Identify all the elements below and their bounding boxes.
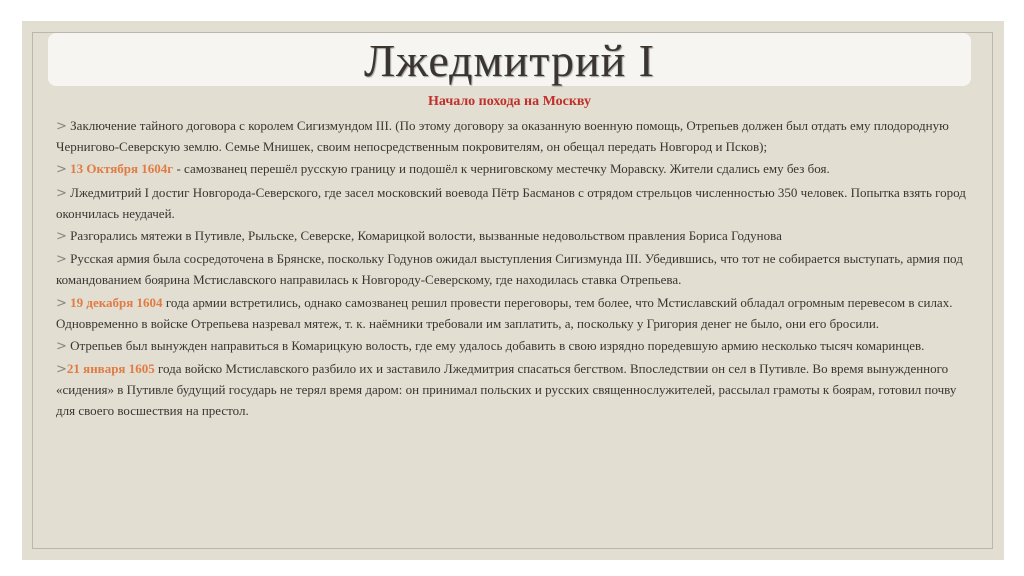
paragraph bbox=[56, 183, 966, 224]
paragraph bbox=[56, 359, 966, 421]
paragraph bbox=[56, 336, 966, 357]
arrow-bullet-icon: > bbox=[56, 295, 67, 311]
arrow-bullet-icon: > bbox=[56, 252, 67, 268]
paragraph bbox=[56, 293, 966, 334]
date-highlight: 21 января 1605 bbox=[66, 361, 155, 377]
paragraph bbox=[56, 226, 966, 247]
paragraph-text: года войско Мстиславского разбило их и заставило Лжедмитрия спасаться бегством. Впоследствии он сел в Путивле. Во время вынужденного «сидения» в Путивле будущий государь не терял время даром: он принимал польских и русских священнослужителей, рассылал грамоты к боярам, готовил почву для своего восшествия на престол. bbox=[56, 361, 957, 418]
arrow-bullet-icon: > bbox=[56, 229, 67, 245]
date-highlight: 13 Октября 1604г bbox=[66, 161, 174, 177]
paragraph-text: Русская армия была сосредоточена в Брянске, поскольку Годунов ожидал выступления Сигизмунда III. Убедившись, что тот не собирается выступать, армия под командованием боярина Мстиславского направилась к Новгороду-Северскому, где находилась ставка Отрепьева. bbox=[56, 251, 963, 288]
paragraph bbox=[56, 116, 966, 157]
arrow-bullet-icon: > bbox=[56, 185, 67, 201]
arrow-bullet-icon: > bbox=[56, 339, 67, 355]
paragraph-text: года армии встретились, однако самозванец решил провести переговоры, тем более, что Мстиславский обладал огромным перевесом в силах. Одновременно в войске Отрепьева назревал мятеж, т. к. наёмники требовали им заплатить, а, поскольку у Григория денег не было, они его бросили. bbox=[56, 294, 953, 331]
paragraph bbox=[56, 249, 966, 290]
paragraph-text: Заключение тайного договора с королем Сигизмундом III. (По этому договору за оказанную военную помощь, Отрепьев должен был отдать ему плодородную Чернигово-Северскую землю. Семье Мнишек, своим непосредственным покровителям, он обещал передать Новгород и Псков); bbox=[56, 118, 949, 155]
arrow-bullet-icon: > bbox=[56, 362, 67, 378]
paragraph-text: - самозванец перешёл русскую границу и подошёл к черниговскому местечку Моравску. Жители сдались ему без боя. bbox=[173, 161, 830, 177]
arrow-bullet-icon: > bbox=[56, 162, 67, 178]
paragraph-text: Лжедмитрий I достиг Новгорода-Северского, где засел московский воевода Пётр Басманов с отрядом стрельцов численностью 350 человек. Попытка взять город окончилась неудачей. bbox=[56, 184, 966, 221]
slide-body bbox=[56, 116, 966, 423]
paragraph bbox=[56, 159, 966, 180]
arrow-bullet-icon: > bbox=[56, 119, 67, 134]
paragraph-text: Разгорались мятежи в Путивле, Рыльске, Северске, Комарицкой волости, вызванные недовольством правления Бориса Годунова bbox=[66, 228, 782, 244]
paragraph-text: Отрепьев был вынужден направиться в Комарицкую волость, где ему удалось добавить в свою изрядно поредевшую армию несколько тысяч комаринцев. bbox=[66, 338, 925, 354]
slide-title: Лжедмитрий I bbox=[363, 35, 656, 86]
slide-subtitle: Начало похода на Москву bbox=[427, 94, 592, 109]
date-highlight: 19 декабря 1604 bbox=[66, 294, 163, 310]
